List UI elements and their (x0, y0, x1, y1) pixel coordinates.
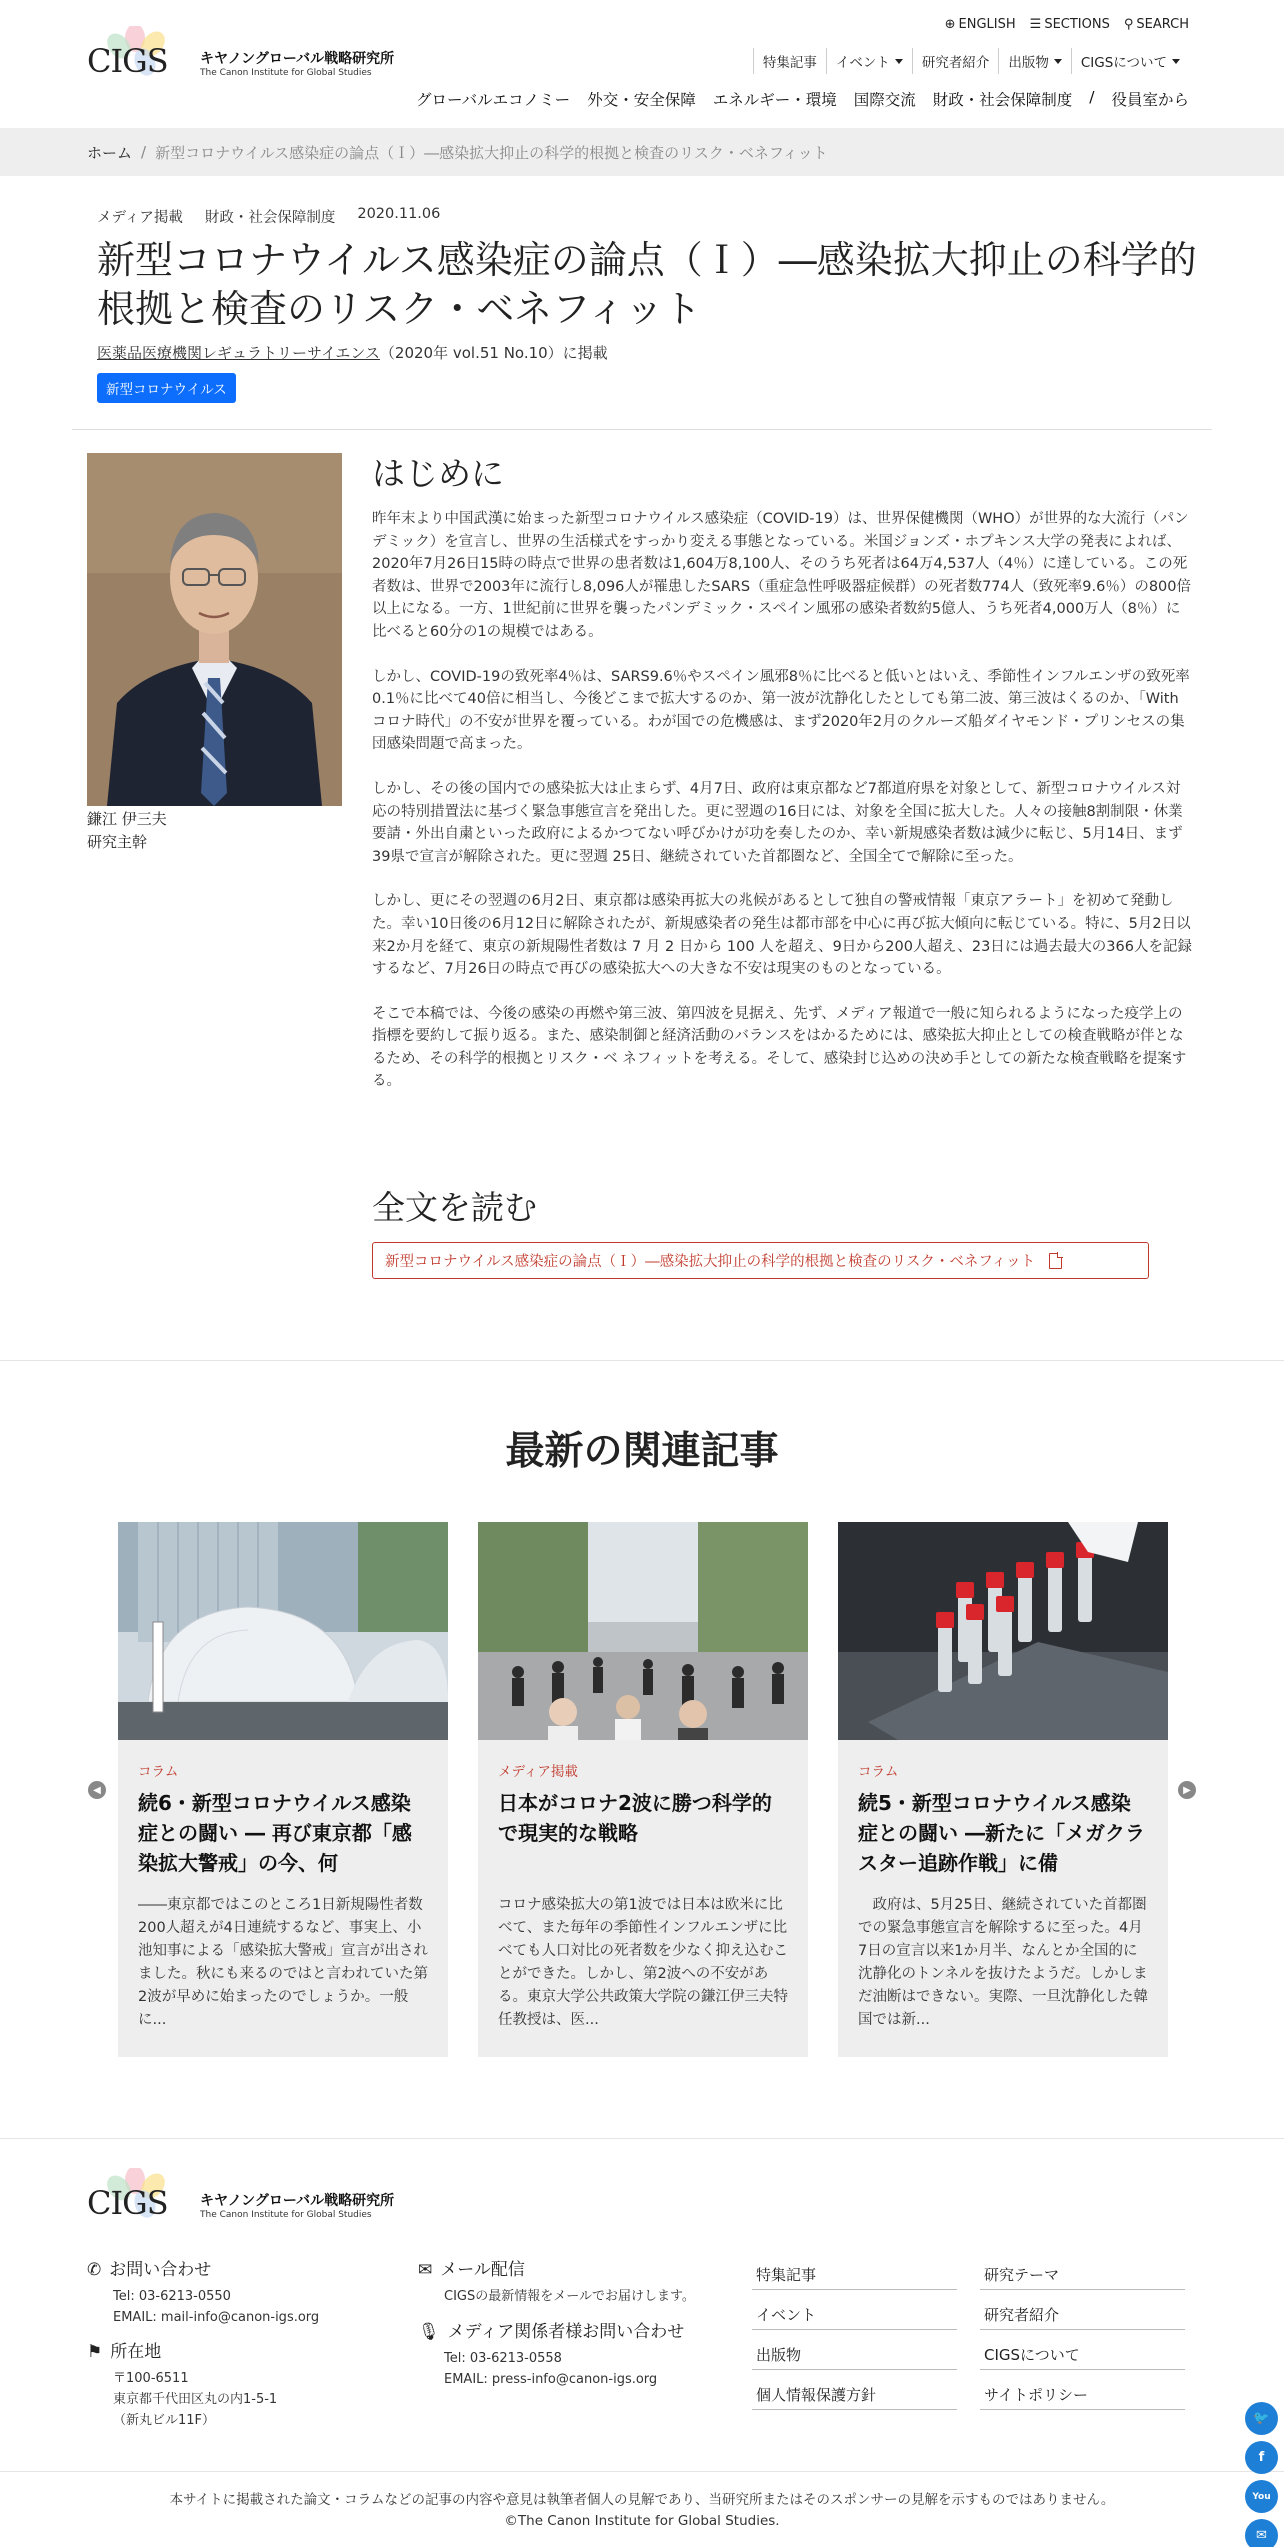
contact-email[interactable]: EMAIL: mail-info@canon-igs.org (113, 2310, 320, 2325)
footer-link-research[interactable]: 研究テーマ (980, 2260, 1185, 2290)
facebook-button[interactable] (1245, 2441, 1278, 2474)
article-date: 2020.11.06 (357, 206, 441, 222)
sub-nav (753, 48, 1189, 74)
microphone-icon: 🎙 (418, 2322, 440, 2342)
footer-address: ⚑ 所在地 〒100-6511 東京都千代田区丸の内1-5-1 （新丸ビル11F） (87, 2340, 277, 2431)
logo-text: CIGS (87, 2184, 168, 2222)
page-title: 新型コロナウイルス感染症の論点（Ｉ）―感染拡大抑止の科学的根拠と検査のリスク・ベネフィット (97, 238, 1197, 331)
subnav-features[interactable]: 特集記事 (753, 48, 826, 74)
nav-separator: / (1089, 88, 1095, 106)
chevron-down-icon (895, 59, 903, 64)
test-tubes-photo-image (838, 1522, 1168, 1740)
chevron-right-icon: ▶ (1183, 1784, 1191, 1796)
subnav-researchers[interactable]: 研究者紹介 (912, 48, 999, 74)
subnav-events[interactable]: イベント (826, 48, 912, 74)
pdf-link-label: 新型コロナウイルス感染症の論点（Ｉ）―感染拡大抑止の科学的根拠と検査のリスク・ベネフィット (385, 1254, 1036, 1270)
related-articles-title: 最新の関連記事 (505, 1429, 779, 1474)
facebook-icon: f (1258, 2450, 1265, 2465)
topic-tag[interactable]: 新型コロナウイルス (97, 373, 236, 403)
author-portrait-image (87, 453, 342, 806)
twitter-icon: 🐦 (1253, 2411, 1270, 2426)
card-image-crowd (478, 1522, 808, 1740)
english-link[interactable]: ⊕ ENGLISH (944, 17, 1016, 32)
carousel-prev-button[interactable] (88, 1781, 106, 1799)
card-image-tubes (838, 1522, 1168, 1740)
publication-info (97, 342, 608, 363)
card-image-tent (118, 1522, 448, 1740)
card-excerpt: 政府は、5月25日、継続されていた首都圏での緊急事態宣言を解除するに至った。4月7日の宣言以来1か月半、なんとか全国的に沈静化のトンネルを抜けたようだ。しかしまだ油断はできない。実際、一旦沈静化した韓国では新... (858, 1897, 1148, 2028)
tent-photo-image (118, 1522, 448, 1740)
footer-link-publications[interactable]: 出版物 (752, 2340, 957, 2370)
publication-suffix: （2020年 vol.51 No.10）に掲載 (379, 344, 608, 362)
card-excerpt: ――東京都ではこのところ1日新規陽性者数200人超えが4日連続するなど、事実上、小池知事による「感染拡大警戒」宣言が出されました。秋にも来るのではと言われていた第2波が早めに始まったのでしょうか。一般に... (138, 1897, 428, 2028)
sections-link[interactable]: ☰ SECTIONS (1029, 17, 1110, 32)
phone-icon: ✆ (87, 2260, 102, 2280)
subnav-about[interactable]: CIGSについて (1071, 48, 1189, 74)
nav-global-economy[interactable]: グローバルエコノミー (415, 91, 571, 109)
footer-link-privacy[interactable]: 個人情報保護方針 (752, 2380, 957, 2410)
site-logo[interactable] (87, 26, 395, 84)
author-photo[interactable] (87, 453, 342, 806)
media-email[interactable]: EMAIL: press-info@canon-igs.org (444, 2372, 658, 2387)
twitter-button[interactable] (1245, 2402, 1278, 2435)
youtube-icon: You (1252, 2491, 1271, 2502)
article-type[interactable]: メディア掲載 (97, 210, 183, 226)
address-building: （新丸ビル11F） (113, 2413, 216, 2428)
globe-icon: ⊕ (944, 17, 956, 32)
nav-fiscal[interactable]: 財政・社会保障制度 (932, 91, 1073, 109)
paragraph-2: しかし、COVID-19の致死率4％は、SARS9.6％やスペイン風邪8％に比べると低いとはいえ、季節性インフルエンザの致死率0.1％に比べて40倍に相当し、今後どこまで拡大するのか、第一波が沈静化したとしても第二波、第三波はくるのか、「With コロナ時代」の不安が世界を覆っている。わが国での危機感は、まず2020年2月のクルーズ船ダイヤモンド・プリンセスの集団感染問題で高まった。 (372, 668, 1190, 753)
crowd-photo-image (478, 1522, 808, 1740)
article-category[interactable]: 財政・社会保障制度 (204, 210, 336, 226)
author-name[interactable]: 鎌江 伊三夫 (87, 810, 167, 828)
footer-mail: ✉ メール配信 CIGSの最新情報をメールでお届けします。 (418, 2258, 695, 2307)
card-category: コラム (138, 1764, 179, 1780)
divider (0, 1360, 1284, 1361)
menu-icon: ☰ (1029, 17, 1042, 32)
mail-description: CIGSの最新情報をメールでお届けします。 (444, 2289, 695, 2304)
footer-link-events[interactable]: イベント (752, 2300, 957, 2330)
article-body (372, 452, 1194, 1115)
article-meta (97, 206, 440, 227)
breadcrumb (0, 128, 1284, 176)
card-category: コラム (858, 1764, 899, 1780)
footer-logo[interactable] (87, 2168, 395, 2226)
utility-nav (945, 17, 1189, 32)
author-info (87, 808, 167, 854)
card-title[interactable]: 続6・新型コロナウイルス感染症との闘い ― 再び東京都「感染拡大警戒」の今、何 (138, 1791, 412, 1875)
read-full-heading: 全文を読む (372, 1188, 537, 1227)
chevron-left-icon: ◀ (93, 1784, 101, 1796)
search-icon: ⚲ (1123, 17, 1134, 32)
divider (0, 2138, 1284, 2139)
nav-executive[interactable]: 役員室から (1111, 91, 1189, 109)
footer-contact: ✆ お問い合わせ Tel: 03-6213-0550 EMAIL: mail-info@canon-igs.org (87, 2258, 319, 2328)
section-heading: はじめに (372, 454, 504, 493)
nav-energy[interactable]: エネルギー・環境 (712, 91, 837, 109)
footer-link-researchers[interactable]: 研究者紹介 (980, 2300, 1185, 2330)
card-title[interactable]: 続5・新型コロナウイルス感染症との闘い ―新たに「メガクラスター追跡作戦」に備 (858, 1791, 1145, 1875)
contact-tel[interactable]: Tel: 03-6213-0550 (113, 2289, 231, 2304)
media-tel[interactable]: Tel: 03-6213-0558 (444, 2351, 562, 2366)
footer-link-features[interactable]: 特集記事 (752, 2260, 957, 2290)
footer-link-sitepolicy[interactable]: サイトポリシー (980, 2380, 1185, 2410)
main-nav (416, 88, 1189, 110)
chevron-down-icon (1054, 59, 1062, 64)
pdf-download-button[interactable] (372, 1242, 1149, 1279)
copyright: ©The Canon Institute for Global Studies. (504, 2513, 780, 2529)
address-line: 東京都千代田区丸の内1-5-1 (113, 2392, 278, 2407)
site-header (0, 0, 1284, 128)
breadcrumb-current: 新型コロナウイルス感染症の論点（Ｉ）―感染拡大抑止の科学的根拠と検査のリスク・ベネフィット (155, 143, 828, 162)
logo-en-name: The Canon Institute for Global Studies (200, 2210, 372, 2220)
publication-source-link[interactable]: 医薬品医療機関レギュラトリーサイエンス (97, 344, 380, 362)
mail-icon: ✉ (1256, 2528, 1267, 2543)
related-card-3[interactable] (838, 1522, 1168, 2057)
paragraph-4: しかし、更にその翌週の6月2日、東京都は感染再拡大の兆候があるとして独自の警戒情報「東京アラート」を初めて発動した。幸い10日後の6月12日に解除されたが、新規感染者の発生は都市部を中心に再び拡大傾向に転じている。特に、5月2日以来2か月を経て、東京の新規陽性者数は 7 月 2 日から 100 人を超え、9日から200人超え、23日には過去最大の366人を記録するなど、7月26日の時点で再びの感染拡大への大きな不安は現実のものとなっている。 (372, 893, 1192, 978)
paragraph-5: そこで本稿では、今後の感染の再燃や第三波、第四波を見据え、先ず、メディア報道で一般に知られるようになった疫学上の指標を要約して振り返る。また、感染制御と経済活動のバランスをはかるためには、感染拡大抑止としての検査戦略が伴となるため、その科学的根拠とリスク・ベ ネフィットを考える。そして、感染封じ込めの決め手としての新たな検査戦略を提案する。 (372, 1005, 1187, 1090)
map-pin-icon: ⚑ (87, 2342, 103, 2362)
author-role: 研究主幹 (87, 833, 148, 851)
subnav-publications[interactable]: 出版物 (998, 48, 1071, 74)
search-link[interactable]: ⚲ SEARCH (1123, 17, 1189, 32)
footer-link-about[interactable]: CIGSについて (980, 2340, 1185, 2370)
logo-text: CIGS (87, 42, 168, 80)
paragraph-1: 昨年末より中国武漢に始まった新型コロナウイルス感染症（COVID-19）は、世界保健機関（WHO）が世界的な大流行（パンデミック）を宣言し、世界の生活様式をすっかり変える事態となっている。米国ジョンズ・ホプキンス大学の発表によれば、2020年7月26日15時の時点で世界の患者数は1,604万8,100人、そのうち死者は64万4,537人（4％）に達している。この死者数は、世界で2003年に流行し8,096人が罹患したSARS（重症急性呼吸器症候群）の死者数774人（致死率9.6％）の800倍以上になる。一方、1世紀前に世界を襲ったパンデミック・スペイン風邪の感染者数約5億人、うち死者4,000万人（8％）に比べると60分の1の規模ではある。 (372, 511, 1191, 640)
divider (72, 429, 1212, 430)
chevron-down-icon (1172, 59, 1180, 64)
card-excerpt: コロナ感染拡大の第1波では日本は欧米に比べて、また毎年の季節性インフルエンザに比べても人口対比の死者数を少なく抑え込むことができた。しかし、第2波への不安がある。東京大学公共政策大学院の鎌江伊三夫特任教授は、医... (498, 1897, 788, 2028)
logo-jp-name: キヤノングローバル戦略研究所 (200, 2193, 395, 2209)
pdf-file-icon (1049, 1253, 1062, 1269)
disclaimer-text: 本サイトに掲載された論文・コラムなどの記事の内容や意見は執筆者個人の見解であり、当研究所またはそのスポンサーの見解を示すものではありません。 (169, 2492, 1115, 2508)
nav-international[interactable]: 国際交流 (853, 91, 916, 109)
youtube-button[interactable] (1245, 2480, 1278, 2513)
nav-diplomacy[interactable]: 外交・安全保障 (587, 91, 696, 109)
logo-en-name: The Canon Institute for Global Studies (200, 68, 372, 78)
logo-jp-name: キヤノングローバル戦略研究所 (200, 51, 395, 67)
card-title[interactable]: 日本がコロナ2波に勝つ科学的で現実的な戦略 (498, 1791, 772, 1845)
card-category: メディア掲載 (498, 1764, 578, 1780)
breadcrumb-separator: / (141, 143, 147, 161)
related-card-1[interactable] (118, 1522, 448, 2057)
carousel-next-button[interactable] (1178, 1781, 1196, 1799)
mail-share-button[interactable] (1245, 2519, 1278, 2547)
envelope-icon: ✉ (418, 2260, 433, 2280)
related-card-2[interactable] (478, 1522, 808, 2057)
footer-disclaimer (0, 2471, 1284, 2532)
footer-media: 🎙 メディア関係者様お問い合わせ Tel: 03-6213-0558 EMAIL: press-info@canon-igs.org (418, 2320, 684, 2390)
paragraph-3: しかし、その後の国内での感染拡大は止まらず、4月7日、政府は東京都など7都道府県を対象として、新型コロナウイルス対応の特別措置法に基づく緊急事態宣言を発出した。更に翌週の16日には、対象を全国に拡大した。人々の接触8割制限・休業要請・外出自粛といった政府によるかつてない呼びかけが功を奏したのか、幸い新規感染者数は減少に転じ、5月14日、まず39県で宣言が解除された。更に翌週 25日、継続されていた首都圏など、全国全てで解除に至った。 (372, 780, 1183, 865)
address-zip: 〒100-6511 (113, 2371, 189, 2386)
breadcrumb-home[interactable]: ホーム (87, 143, 133, 162)
